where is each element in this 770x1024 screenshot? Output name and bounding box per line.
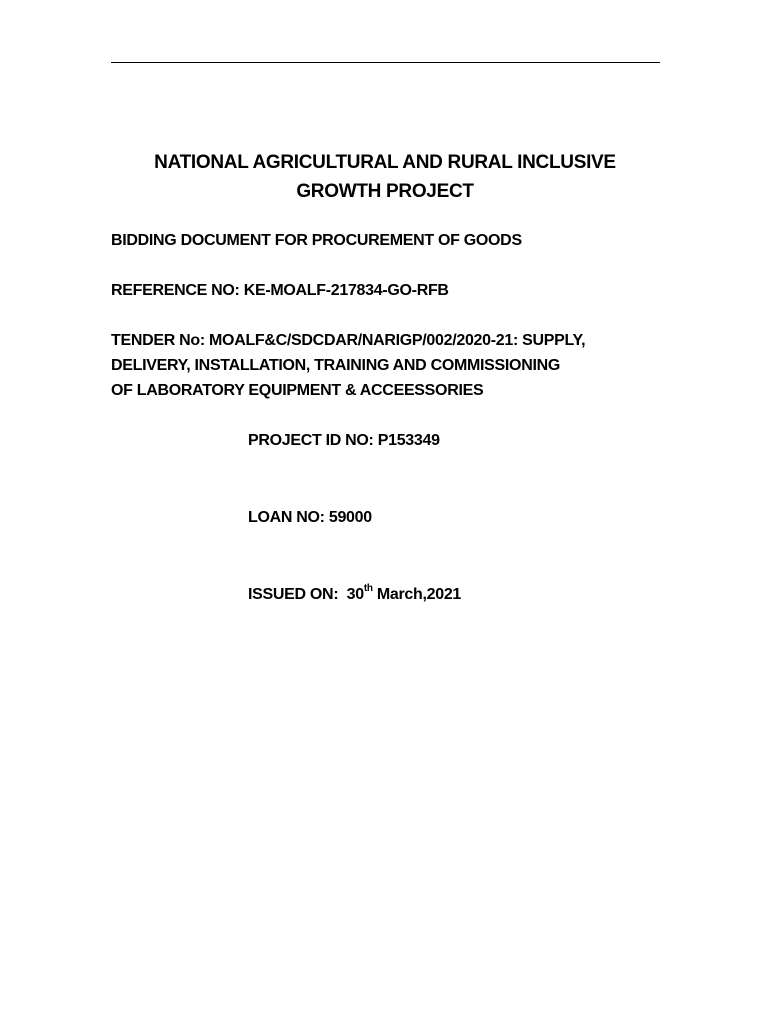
title-line-2: GROWTH PROJECT — [296, 181, 474, 202]
issued-month-year: March,2021 — [376, 586, 462, 603]
issued-day-suffix: th — [363, 582, 373, 594]
tender-line-2: DELIVERY, INSTALLATION, TRAINING AND COMMISSIONING — [111, 357, 561, 374]
document-subtitle: BIDDING DOCUMENT FOR PROCUREMENT OF GOODS — [111, 232, 522, 249]
loan-number: LOAN NO: 59000 — [248, 509, 372, 526]
project-id: PROJECT ID NO: P153349 — [248, 432, 440, 449]
document-title — [111, 148, 659, 206]
issued-day: 30 — [346, 586, 364, 603]
tender-line-1: TENDER No: MOALF&C/SDCDAR/NARIGP/002/2020-21: SUPPLY, — [111, 332, 586, 349]
reference-number: REFERENCE NO: KE-MOALF-217834-GO-RFB — [111, 282, 449, 299]
issued-date — [248, 582, 461, 607]
issued-label: ISSUED ON: — [248, 586, 339, 603]
tender-description — [111, 328, 671, 403]
tender-line-3: OF LABORATORY EQUIPMENT & ACCEESSORIES — [111, 382, 484, 399]
top-horizontal-rule — [111, 62, 660, 63]
title-line-1: NATIONAL AGRICULTURAL AND RURAL INCLUSIVE — [154, 152, 616, 173]
